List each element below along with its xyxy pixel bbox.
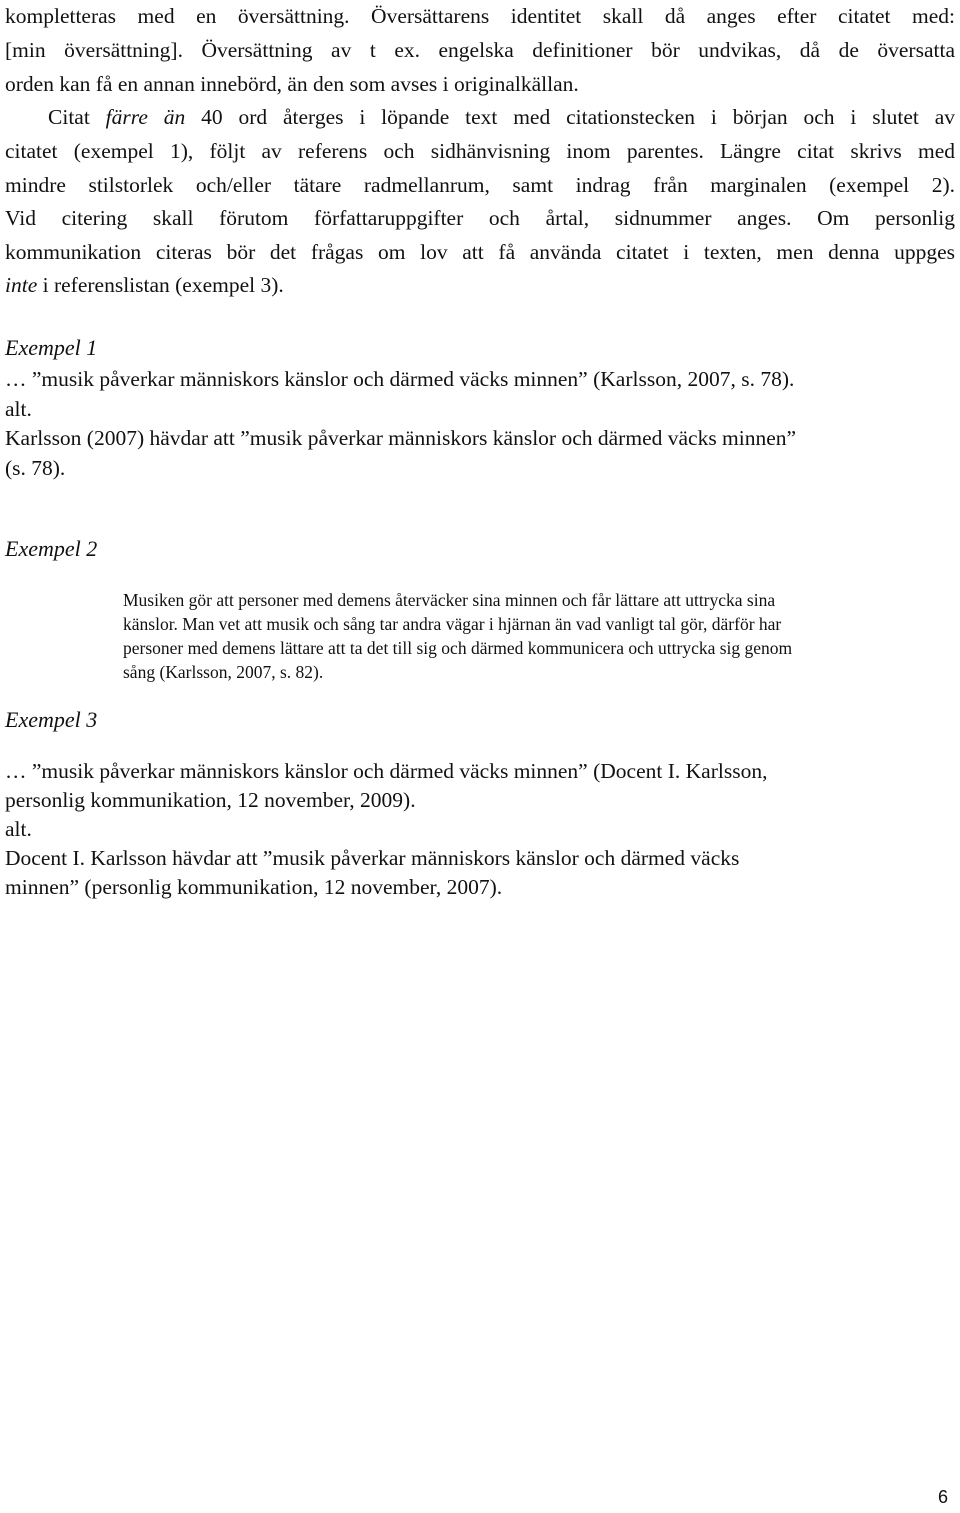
example-2-quote-line-1: Musiken gör att personer med demens återväcker sina minnen och får lättare att uttrycka sina	[123, 590, 776, 610]
example-1-line-2: Karlsson (2007) hävdar att ”musik påverkar människors känslor och därmed väcks minnen”	[5, 426, 797, 450]
example-3-alt: alt.	[5, 817, 32, 841]
example-3-label: Exempel 3	[5, 707, 98, 732]
example-1-line-1: … ”musik påverkar människors känslor och därmed väcks minnen” (Karlsson, 2007, s. 78).	[5, 367, 795, 391]
citation-line-1	[48, 104, 955, 130]
citation-line-6	[5, 272, 284, 298]
intro-line-3: orden kan få en annan innebörd, än den som avses i originalkällan.	[5, 72, 579, 96]
example-2-label: Exempel 2	[5, 536, 98, 561]
citation-line-2: citatet (exempel 1), följt av referens och sidhänvisning inom parentes. Längre citat skrivs med	[5, 139, 955, 163]
example-1-line-3: (s. 78).	[5, 456, 66, 480]
example-2-quote-line-2: känslor. Man vet att musik och sång tar andra vägar i hjärnan än vad vanligt tal gör, därför har	[123, 614, 782, 634]
citation-line-1-emphasis: färre än	[105, 105, 186, 129]
example-1-label: Exempel 1	[5, 335, 98, 360]
example-2-quote-line-3: personer med demens lättare att ta det till sig och därmed kommunicera och uttrycka sig genom	[123, 638, 793, 658]
example-3-line-3: Docent I. Karlsson hävdar att ”musik påverkar människors känslor och därmed väcks	[5, 846, 740, 870]
citation-line-4: Vid citering skall förutom författaruppgifter och årtal, sidnummer anges. Om personlig	[5, 206, 955, 230]
citation-line-5: kommunikation citeras bör det frågas om lov att få använda citatet i texten, men denna uppges	[5, 240, 955, 264]
example-3-line-1: … ”musik påverkar människors känslor och därmed väcks minnen” (Docent I. Karlsson,	[5, 759, 768, 783]
citation-line-6-emphasis: inte	[5, 273, 38, 297]
page-number: 6	[938, 1487, 949, 1507]
example-3-line-4: minnen” (personlig kommunikation, 12 november, 2007).	[5, 875, 503, 899]
intro-line-1: kompletteras med en översättning. Översättarens identitet skall då anges efter citatet med:	[5, 4, 955, 28]
example-2-quote-line-4: sång (Karlsson, 2007, s. 82).	[123, 662, 324, 682]
example-3-line-2: personlig kommunikation, 12 november, 2009).	[5, 788, 416, 812]
citation-line-3: mindre stilstorlek och/eller tätare radmellanrum, samt indrag från marginalen (exempel 2).	[5, 173, 955, 197]
intro-line-2: [min översättning]. Översättning av t ex. engelska definitioner bör undvikas, då de översatta	[5, 38, 955, 62]
citation-line-1-prefix: Citat	[48, 105, 106, 129]
citation-line-6-suffix: i referenslistan (exempel 3).	[37, 273, 284, 297]
example-1-alt: alt.	[5, 397, 32, 421]
citation-line-1-suffix: 40 ord återges i löpande text med citationstecken i början och i slutet av	[185, 105, 955, 129]
